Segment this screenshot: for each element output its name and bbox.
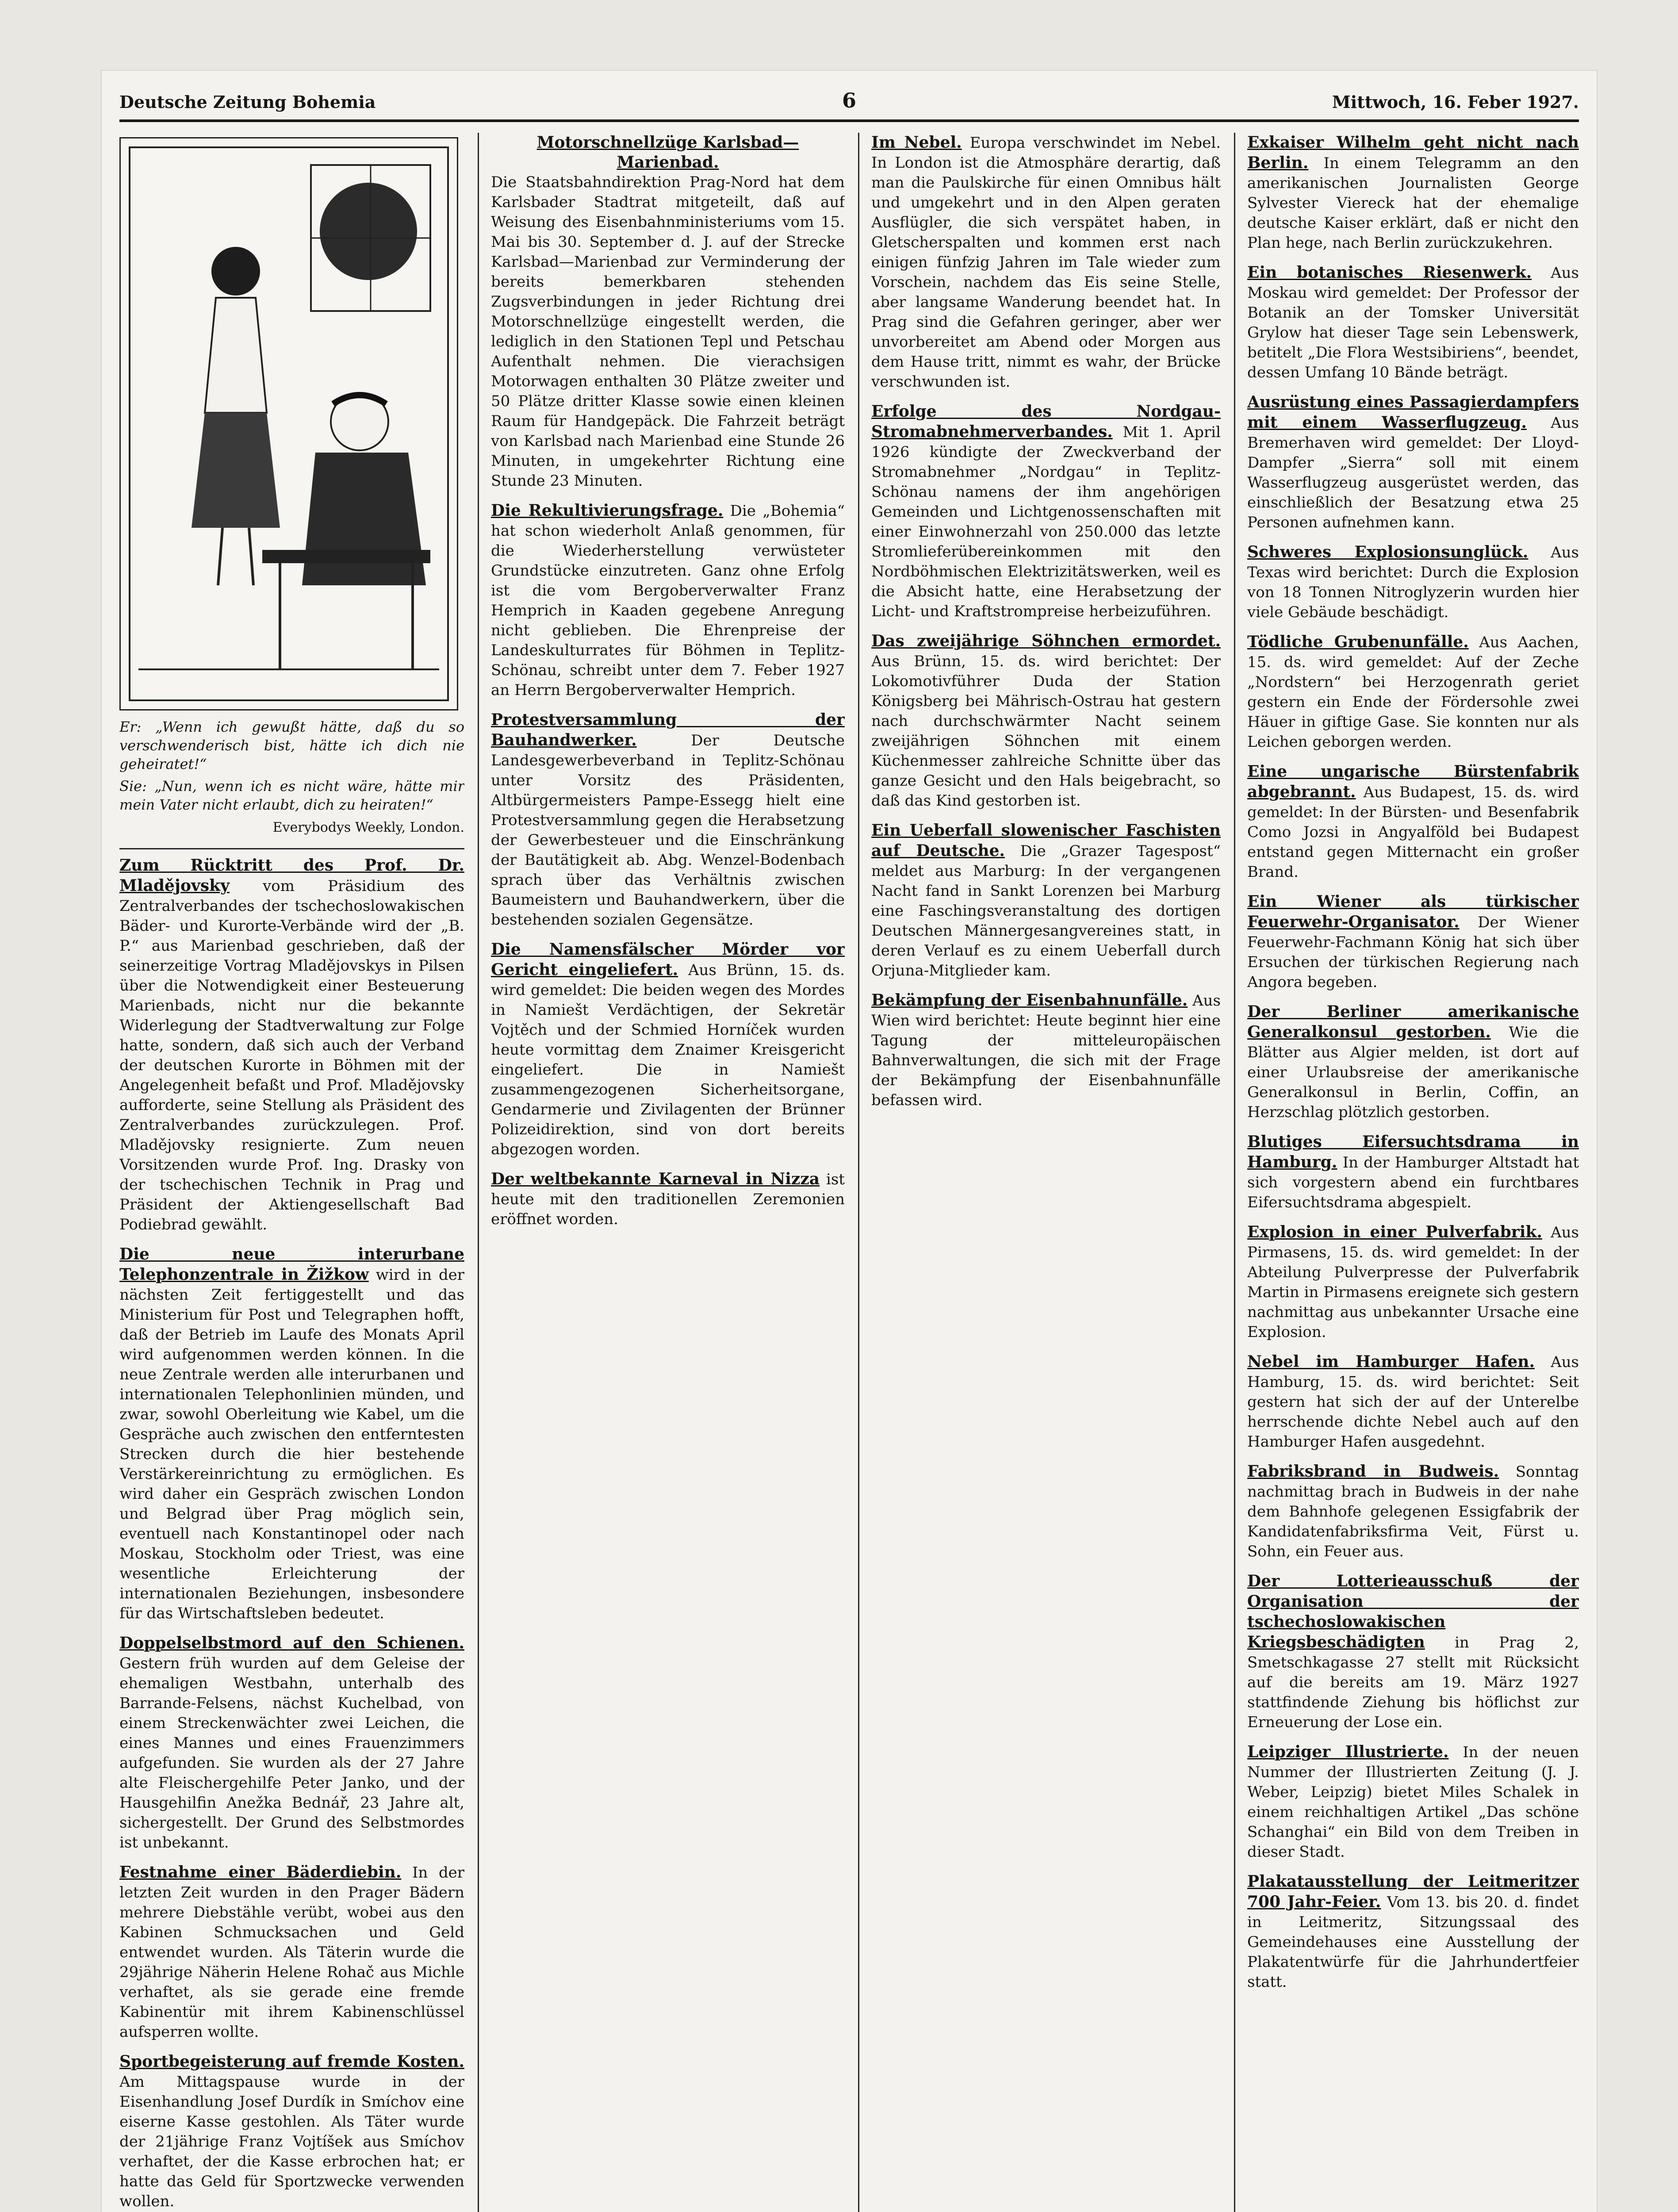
article (119, 1863, 464, 2042)
running-header (119, 88, 1579, 122)
article-headline: Explosion in einer Pulverfabrik. (1247, 1223, 1542, 1241)
newspaper-page (102, 71, 1597, 2212)
article (1247, 892, 1579, 992)
article-body: Die Staatsbahndirektion Prag-Nord hat dem Karlsbader Stadtrat mitgeteilt, daß auf Weisung des Eisenbahnministeriums vom 15. Mai bis 30. September d. J. auf der Strecke Karlsbad—Marienbad zur Verminderung der bereits bemerkbaren stehenden Zugsverbindungen in jeder Richtung drei Motorschnellzüge eingestellt werden, die lediglich in den Stationen Tepl und Petschau Aufenthalt nehmen. Die vierachsigen Motorwagen enthalten 30 Plätze zweiter und 50 Plätze dritter Klasse sowie einen kleinen Raum für Handgepäck. Die Fahrzeit beträgt von Karlsbad nach Marienbad eine Stunde 26 Minuten, in umgekehrter Richtung eine Stunde 23 Minuten. (491, 173, 845, 490)
article-body: Aus Pirmasens, 15. ds. wird gemeldet: In der Abteilung Pulverpresse der Pulverfabrik Martin in Pirmasens ereignete sich gestern nachmittag aus unbekannter Ursache eine Explosion. (1247, 1224, 1579, 1341)
article-headline: Erfolge des Nordgau-Stromabnehmerverbandes. (871, 402, 1221, 441)
article-body: vom Präsidium des Zentralverbandes der tschechoslowakischen Bäder- und Kurorte-Verbände wird der „B. P.“ aus Marienbad geschrieben, daß der seinerzeitige Vortrag Mladějovskys in Pilsen über die Notwendigkeit einer Besteuerung Marienbads, nicht nur die bekannte Widerlegung der Stadtverwaltung zur Folge hatte, sondern, daß sich auch der Verband der deutschen Kurorte in Böhmen mit der Angelegenheit befaßt und Prof. Mladějovsky aufforderte, seine Stellung als Präsident des Zentralverbandes zurückzulegen. Prof. Mladějovsky resignierte. Zum neuen Vorsitzenden wurde Prof. Ing. Drasky von der tschechischen Technik in Prag und Präsident der Aktiengesellschaft Bad Podiebrad gewählt. (119, 877, 464, 1233)
article-body: Aus Wien wird berichtet: Heute beginnt hier eine Tagung der mitteleuropäischen Bahnverwaltungen, die sich mit der Frage der Bekämpfung der Eisenbahnunfälle befassen wird. (871, 992, 1221, 1109)
article-body: Der Deutsche Landesgewerbeverband in Teplitz-Schönau unter Vorsitz des Präsidenten, Altbürgermeisters Pampe-Essegg hielt eine Protestversammlung gegen die Herabsetzung der Gewerbesteuer und die Einschränkung der Bautätigkeit ab. Abg. Wenzel-Bodenbach sprach über das Verhältnis zwischen Baumeistern und Bauhandwerkern, über die bestehenden sozialen Gegensätze. (491, 732, 845, 929)
article-headline: Ein botanisches Riesenwerk. (1247, 263, 1532, 282)
article-headline: Eine ungarische Bürstenfabrik abgebrannt. (1247, 762, 1579, 801)
issue-date: Mittwoch, 16. Feber 1927. (1332, 92, 1579, 112)
article-body: Aus Budapest, 15. ds. wird gemeldet: In der Bürsten- und Besenfabrik Como Jozsi in Angyalföld bei Budapest entstand gegen Mitternacht ein großer Brand. (1247, 783, 1579, 881)
article (1247, 392, 1579, 533)
article-headline: Der Lotterieausschuß der Organisation der tschechoslowakischen Kriegsbeschädigten (1247, 1572, 1579, 1651)
article-body: Aus Bremerhaven wird gemeldet: Der Lloyd-Dampfer „Sierra“ soll mit einem Wasserflugzeug ausgerüstet werden, das einschließlich der Besatzung etwa 25 Personen aufnehmen kann. (1247, 414, 1579, 531)
article (1247, 1462, 1579, 1562)
article (1247, 1352, 1579, 1452)
column-rule (1234, 133, 1235, 2212)
article-body: in Prag 2, Smetschkagasse 27 stellt mit Rücksicht auf die bereits am 19. März 1927 stattfindende Ziehung bis höflichst zur Erneuerung der Lose ein. (1247, 1634, 1579, 1731)
paper-name: Deutsche Zeitung Bohemia (119, 92, 376, 112)
article-headline: Schweres Explosionsunglück. (1247, 543, 1529, 561)
article-headline: Motorschnellzüge Karlsbad—Marienbad. (536, 133, 799, 172)
column-rule (858, 133, 859, 2212)
article (119, 1633, 464, 1853)
article (1247, 542, 1579, 622)
article (119, 856, 464, 1235)
article-headline: Ein Wiener als türkischer Feuerwehr-Organisator. (1247, 892, 1579, 931)
cartoon-illustration (119, 137, 458, 710)
article (491, 1169, 845, 1229)
article-headline: Zum Rücktritt des Prof. Dr. Mladějovsky (119, 856, 464, 895)
article-body: In der neuen Nummer der Illustrierten Zeitung (J. J. Weber, Leipzig) bietet Miles Schalek in einem reichhaltigen Artikel „Das schöne Schanghai“ ein Bild von dem Treiben in dieser Stadt. (1247, 1743, 1579, 1861)
article (1247, 1132, 1579, 1213)
article-headline: Tödliche Grubenunfälle. (1247, 633, 1469, 651)
article-headline: Festnahme einer Bäderdiebin. (119, 1863, 402, 1882)
article-body: Die „Grazer Tagespost“ meldet aus Marburg: In der vergangenen Nacht fand in Sankt Lorenzen bei Marburg eine Faschingsveranstaltung des dortigen Deutschen Männergesangvereines statt, in deren Verlauf es zu einem Ueberfall durch Orjuna-Mitglieder kam. (871, 842, 1221, 979)
article-headline: Die neue interurbane Telephonzentrale in Žižkow (119, 1245, 464, 1284)
article-headline: Protestversammlung der Bauhandwerker. (491, 710, 845, 749)
column-4 (1247, 133, 1579, 2212)
article-body: In einem Telegramm an den amerikanischen Journalisten George Sylvester Viereck hat der ehemalige deutsche Kaiser erklärt, daß er nicht den Plan hege, nach Berlin zurückzukehren. (1247, 154, 1579, 252)
article-body: Aus Moskau wird gemeldet: Der Professor der Botanik an der Tomsker Universität Grylow hat dieser Tage sein Lebenswerk, betitelt „Die Flora Westsibiriens“, beendet, dessen Umfang 10 Bände beträgt. (1247, 264, 1579, 381)
article (1247, 762, 1579, 882)
article-headline: Doppelselbstmord auf den Schienen. (119, 1634, 464, 1652)
article-body: Wie die Blätter aus Algier melden, ist dort auf einer Urlaubsreise der amerikanische Generalkonsul in Berlin, Coffin, an Herzschlag plötzlich gestorben. (1247, 1024, 1579, 1121)
article-body: In der Hamburger Altstadt hat sich vorgestern abend ein furchtbares Eifersuchtsdrama abgespielt. (1247, 1154, 1579, 1211)
article (871, 402, 1221, 622)
article-headline: Der Berliner amerikanische Generalkonsul gestorben. (1247, 1002, 1579, 1041)
article-headline: Blutiges Eifersuchtsdrama in Hamburg. (1247, 1133, 1579, 1171)
article (1247, 1222, 1579, 1342)
article (1247, 263, 1579, 383)
article (491, 501, 845, 700)
article-body: ist heute mit den traditionellen Zeremonien eröffnet worden. (491, 1171, 845, 1228)
article (1247, 1002, 1579, 1122)
article-body: Die „Bohemia“ hat schon wiederholt Anlaß genommen, für die Wiederherstellung verwüsteter Grundstücke einzutreten. Ganz ohne Erfolg ist die vom Bergoberverwalter Franz Hemprich in Kaaden gegebene Anregung nicht geblieben. Die Ehrenpreise der Landeskulturrates für Böhmen in Teplitz-Schönau, schreibt unter dem 7. Feber 1927 an Herrn Bergoberverwalter Hemprich. (491, 502, 845, 699)
article-headline: Im Nebel. (871, 133, 962, 152)
article (1247, 1872, 1579, 1992)
article-headline: Der weltbekannte Karneval in Nizza (491, 1170, 820, 1188)
article (871, 133, 1221, 392)
column-1 (119, 133, 464, 2212)
article-headline: Die Rekultivierungsfrage. (491, 501, 724, 520)
article (1247, 632, 1579, 752)
article-body: Vom 13. bis 20. d. findet in Leitmeritz, Sitzungssaal des Gemeindehauses eine Ausstellung der Plakatentwürfe für die Jahrhundertfeier statt. (1247, 1893, 1579, 1991)
article-body: Am Mittagspause wurde in der Eisenhandlung Josef Durdík in Smíchov eine eiserne Kasse gestohlen. Als Täter wurde der 21jährige Franz Vojtíšek aus Smíchov verhaftet, der die Kasse erbrochen hat; er hatte das Geld für Sportzwecke verwenden wollen. (119, 2073, 464, 2210)
article (119, 2052, 464, 2212)
article-body: Aus Brünn, 15. ds. wird berichtet: Der Lokomotivführer Duda der Station Königsberg bei Mährisch-Ostrau hat gestern nach durchschwärmter Nacht seinem zweijährigen Söhnchen mit einem Küchenmesser zahlreiche Schnitte über das ganze Gesicht und den Hals beigebracht, so daß das Kind gestorben ist. (871, 653, 1221, 810)
article-headline: Ein Ueberfall slowenischer Faschisten auf Deutsche. (871, 821, 1221, 860)
page-number: 6 (842, 88, 857, 112)
article-body: Aus Texas wird berichtet: Durch die Explosion von 18 Tonnen Nitroglyzerin wurden hier viele Gebäude beschädigt. (1247, 544, 1579, 621)
cartoon-caption-er: Er: „Wenn ich gewußt hätte, daß du so verschwenderisch bist, hätte ich dich nie geheiratet!“ (119, 718, 464, 772)
article (871, 631, 1221, 811)
article (1247, 1742, 1579, 1862)
article (1247, 133, 1579, 253)
article-headline: Sportbegeisterung auf fremde Kosten. (119, 2052, 464, 2071)
article (119, 1244, 464, 1624)
article-headline: Plakatausstellung der Leitmeritzer 700 Jahr-Feier. (1247, 1872, 1579, 1911)
article-headline: Exkaiser Wilhelm geht nicht nach Berlin. (1247, 133, 1579, 172)
cartoon-credit: Everybodys Weekly, London. (272, 820, 464, 835)
article-headline: Ausrüstung eines Passagierdampfers mit einem Wasserflugzeug. (1247, 393, 1579, 432)
article (491, 710, 845, 930)
cartoon-caption-sie: Sie: „Nun, wenn ich es nicht wäre, hätte mir mein Vater nicht erlaubt, dich zu heiraten!“ (119, 778, 464, 813)
article-body: Europa verschwindet im Nebel. In London ist die Atmosphäre derartig, daß man die Paulskirche für einen Omnibus hält und umgekehrt und in den Alpen geraten Ausflügler, die sich verspätet haben, in Gletscherspalten und kommen erst nach einigen fünfzig Jahren im Tale wieder zum Vorschein, nachdem das Eis seine Stelle, aber langsame Wanderung beendet hat. In Prag sind die Gefahren geringer, aber wer unvorbereitet am Abend oder Morgen aus dem Hause tritt, nimmt es wahr, der Brücke verschwunden ist. (871, 134, 1221, 391)
article (871, 991, 1221, 1110)
article (1247, 1571, 1579, 1732)
article-headline: Die Namensfälscher Mörder vor Gericht eingeliefert. (491, 940, 845, 979)
article-body: Aus Aachen, 15. ds. wird gemeldet: Auf der Zeche „Nordstern“ bei Herzogenrath geriet gestern ein Ende der Fördersohle zwei Häuer in giftige Gase. Sie konnten nur als Leichen geborgen werden. (1247, 634, 1579, 751)
article-headline: Bekämpfung der Eisenbahnunfälle. (871, 991, 1188, 1010)
article-headline: Fabriksbrand in Budweis. (1247, 1462, 1499, 1481)
article-body: Aus Hamburg, 15. ds. wird berichtet: Seit gestern hat sich der auf der Unterelbe herrschende dichte Nebel auch auf den Hamburger Hafen ausgedehnt. (1247, 1353, 1579, 1451)
article (871, 821, 1221, 981)
article-body: In der letzten Zeit wurden in den Prager Bädern mehrere Diebstähle verübt, wobei aus den Kabinen Schmucksachen und Geld entwendet wurden. Als Täterin wurde die 29jährige Näherin Helene Rohač aus Michle verhaftet, als sie gerade eine fremde Kabinentür mit ihrem Kabinenschlüssel aufsperren wollte. (119, 1864, 464, 2041)
column-3 (871, 133, 1221, 2212)
article (491, 940, 845, 1160)
article-body: Aus Brünn, 15. ds. wird gemeldet: Die beiden wegen des Mordes in Namiešt Verdächtigen, der Sekretär Vojtěch und der Schmied Horníček wurden heute vormittag dem Znaimer Kreisgericht eingeliefert. Die in Namiešt zusammengezogenen Sicherheitsorgane, Gendarmerie und Zivilagenten der Brünner Polizeidirektion, sind von dort bereits abgezogen worden. (491, 961, 845, 1158)
article-body: Gestern früh wurden auf dem Geleise der ehemaligen Westbahn, unterhalb des Barrande-Felsens, nächst Kuchelbad, von einem Streckenwächter zwei Leichen, die eines Mannes und eines Frauenzimmers aufgefunden. Sie wurden als der 27 Jahre alte Fleischergehilfe Peter Janko, und der Hausgehilfin Anežka Bednář, 23 Jahre alt, sichergestellt. Der Grund des Selbstmordes ist unbekannt. (119, 1655, 464, 1851)
article-body: Der Wiener Feuerwehr-Fachmann König hat sich über Ersuchen der türkischen Regierung nach Angora begeben. (1247, 914, 1579, 991)
article-body: Sonntag nachmittag brach in Budweis in der nahe dem Bahnhofe gelegenen Essigfabrik der Kandidatenfabriksfirma Veit, Fürst u. Sohn, ein Feuer aus. (1247, 1463, 1579, 1560)
column-rule (478, 133, 479, 2212)
article-body: wird in der nächsten Zeit fertiggestellt und das Ministerium für Post und Telegraphen hofft, daß der Betrieb im Laufe des Monats April wird aufgenommen werden können. In die neue Zentrale werden alle interurbanen und internationalen Telephonlinien münden, und zwar, sowohl Oberleitung wie Kabel, um die Gespräche auch zwischen den entferntesten Strecken durch die hier bestehende Verstärkereinrichtung zu ermöglichen. Es wird daher ein Gespräch zwischen London und Belgrad über Prag möglich sein, eventuell nach Konstantinopel oder nach Moskau, Stockholm oder Triest, was eine wesentliche Erleichterung der internationalen Beziehungen, insbesondere für das Wirtschaftsleben bedeutet. (119, 1266, 464, 1622)
article-headline: Das zweijährige Söhnchen ermordet. (871, 632, 1221, 650)
article-headline: Nebel im Hamburger Hafen. (1247, 1352, 1535, 1371)
article (491, 133, 845, 491)
cartoon-drawing (121, 138, 457, 709)
article-body: Mit 1. April 1926 kündigte der Zweckverband der Stromabnehmer „Nordgau“ in Teplitz-Schönau namens der ihm angehörigen Gemeinden und Lichtgenossenschaften mit einer Einwohnerzahl von 250.000 das letzte Stromlieferübereinkommen mit den Nordböhmischen Elektrizitätswerken, weil es die Absicht hatte, eine Herabsetzung der Licht- und Kraftstrompreise herbeizuführen. (871, 423, 1221, 620)
column-2 (491, 133, 845, 2212)
divider (119, 848, 464, 849)
article-headline: Leipziger Illustrierte. (1247, 1743, 1449, 1761)
